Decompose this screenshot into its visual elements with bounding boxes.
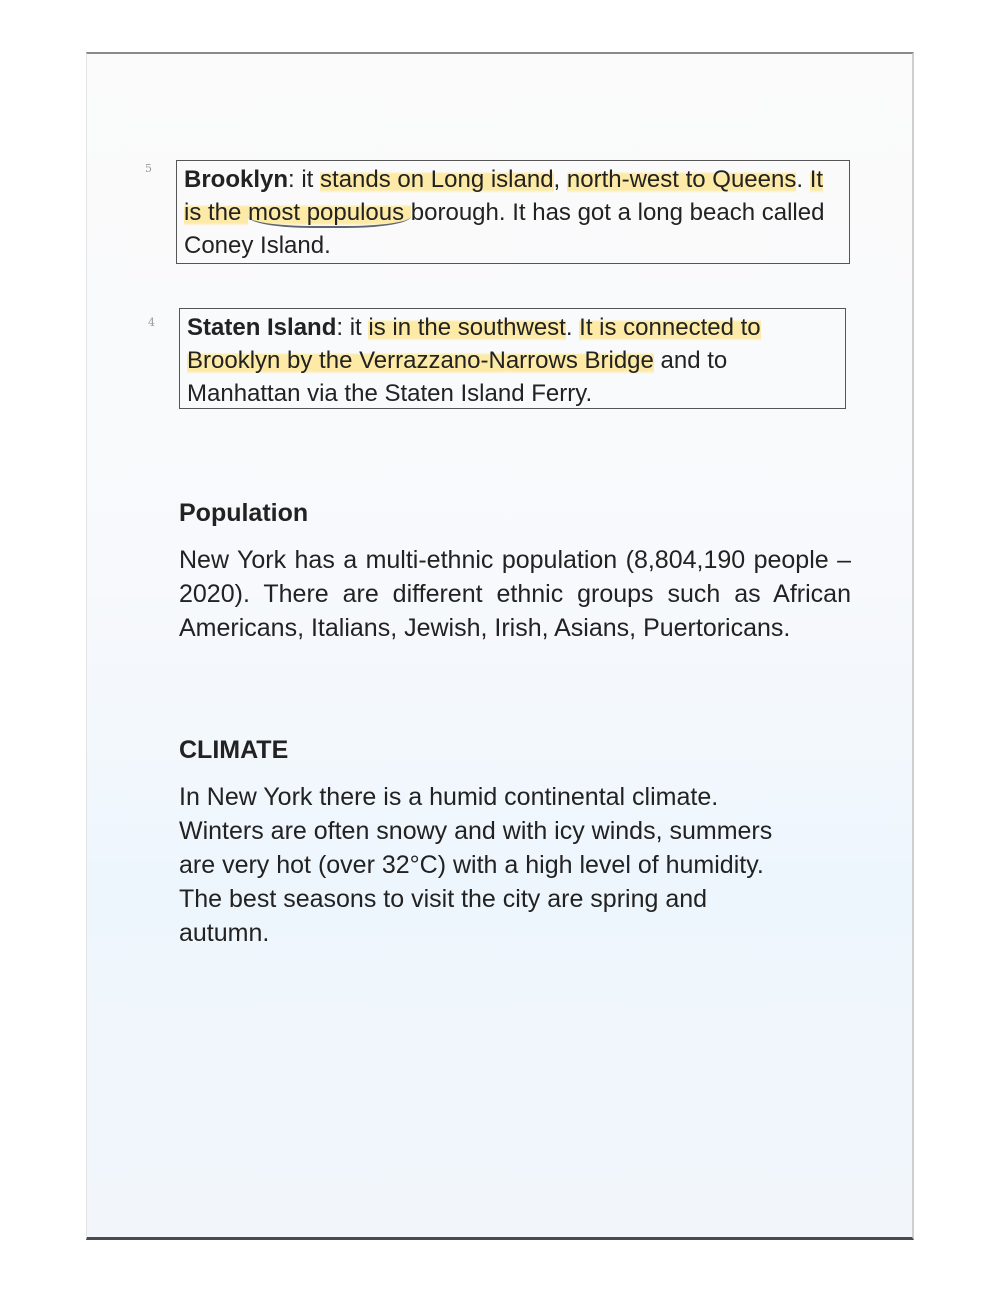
margin-mark-5: 5 bbox=[145, 162, 152, 175]
climate-line: The best seasons to visit the city are spring and bbox=[179, 885, 708, 913]
brooklyn-box bbox=[176, 160, 850, 264]
climate-heading: CLIMATE bbox=[179, 736, 289, 764]
climate-paragraph bbox=[179, 780, 879, 950]
brooklyn-text: , bbox=[553, 166, 567, 193]
brooklyn-term: Brooklyn bbox=[184, 166, 289, 193]
staten-island-highlight: It is connected to Brooklyn by the Verrazzano-Narrows Bridge bbox=[187, 314, 761, 374]
staten-island-term: Staten Island bbox=[187, 314, 337, 341]
brooklyn-text: . bbox=[796, 166, 810, 193]
staten-island-text: and to Manhattan via the Staten Island Ferry. bbox=[187, 347, 728, 407]
margin-mark-4: 4 bbox=[148, 316, 155, 329]
staten-island-highlight: is in the southwest bbox=[368, 314, 566, 341]
brooklyn-highlight: stands on Long island bbox=[320, 166, 554, 193]
climate-line: Winters are often snowy and with icy winds, summers bbox=[179, 817, 773, 845]
brooklyn-highlight: It is the bbox=[184, 166, 824, 226]
brooklyn-underlined-highlight: most populous bbox=[248, 199, 411, 226]
brooklyn-text: : it bbox=[288, 166, 321, 193]
climate-line: In New York there is a humid continental climate. bbox=[179, 783, 719, 811]
population-paragraph: New York has a multi-ethnic population (8,804,190 people – 2020). There are different ethnic groups such as African Americans, Italians, Jewish, Irish, Asians, Puertoricans. bbox=[179, 546, 851, 642]
climate-line: are very hot (over 32°C) with a high level of humidity. bbox=[179, 851, 764, 879]
climate-line: autumn. bbox=[179, 919, 270, 947]
brooklyn-highlight: north-west to Queens bbox=[566, 166, 797, 193]
population-heading: Population bbox=[179, 499, 309, 527]
document-page bbox=[86, 52, 914, 1240]
staten-island-box bbox=[179, 308, 846, 409]
brooklyn-text: borough. It has got a long beach called Coney Island. bbox=[184, 199, 825, 259]
staten-island-text: . bbox=[565, 314, 580, 341]
staten-island-text: : it bbox=[336, 314, 369, 341]
